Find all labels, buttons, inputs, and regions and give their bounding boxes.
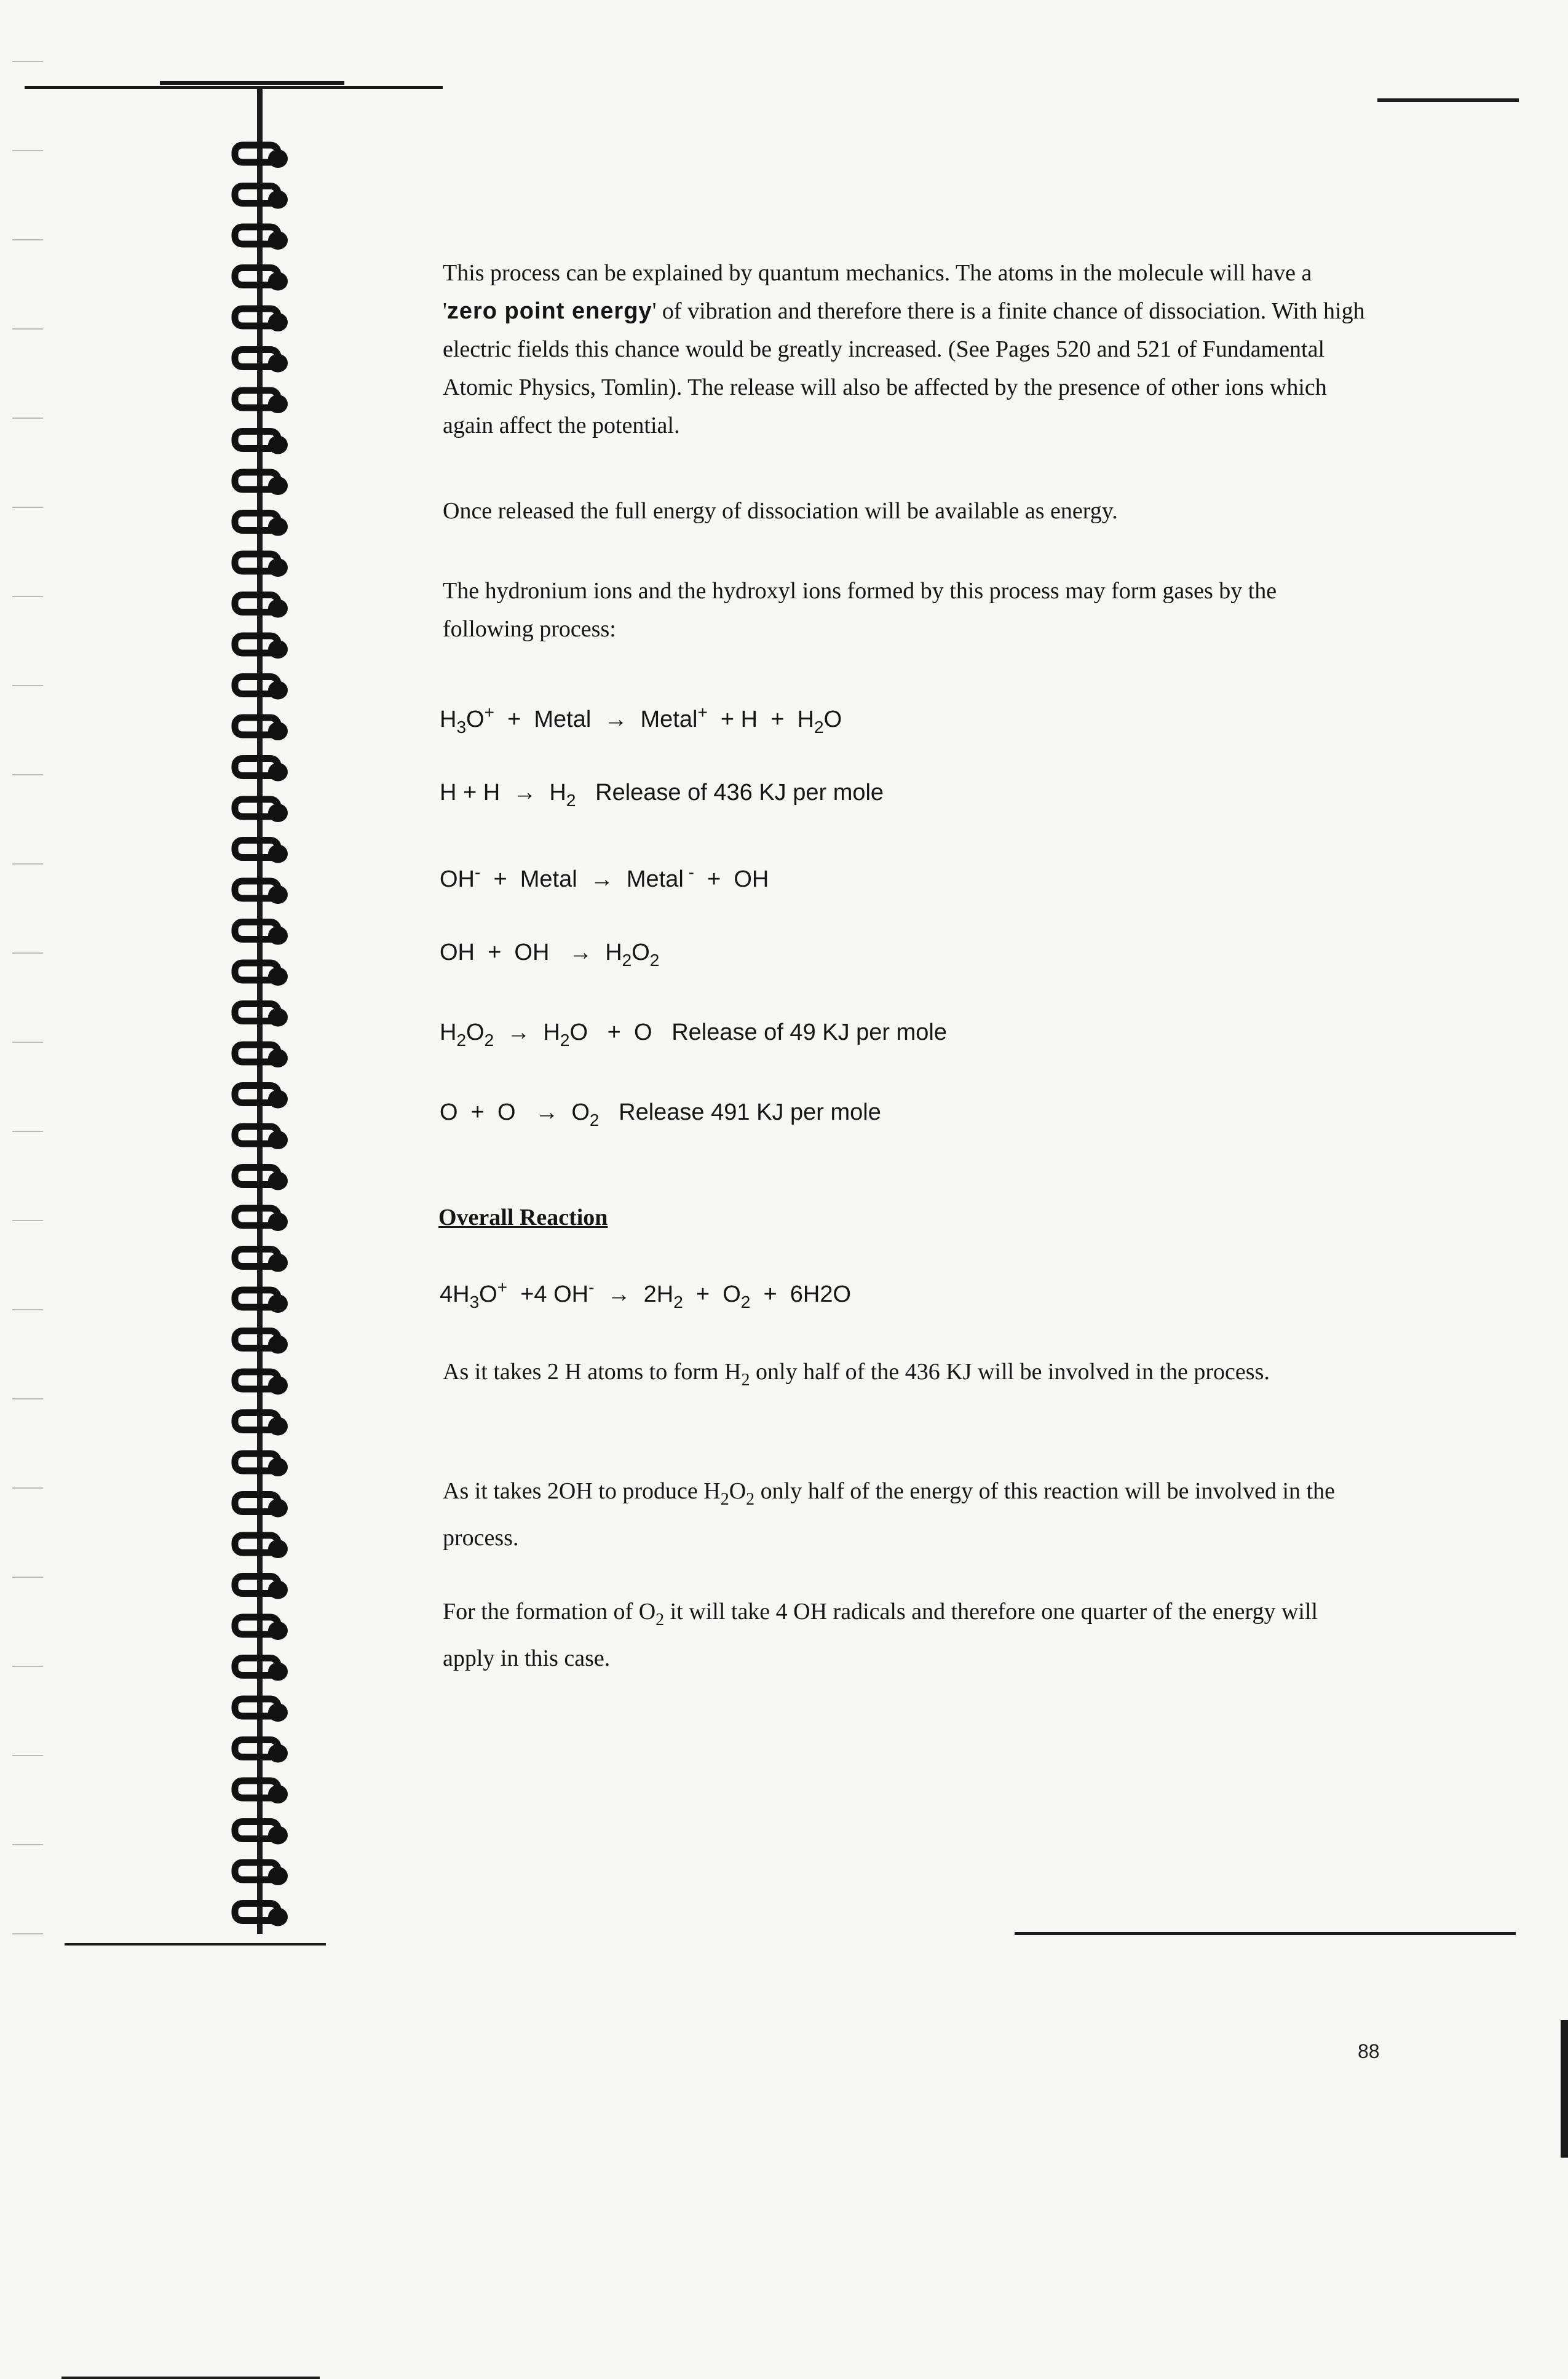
binding-coil xyxy=(235,1699,288,1722)
top-right-rule xyxy=(1377,98,1519,102)
binding-coil xyxy=(235,636,288,659)
equation-hydrogen-formation: $H + H \to H_2$ Release of 436 KJ per mole xyxy=(440,780,884,810)
equation-peroxide-decomposition: $H_2O_2 \to H_2O + O$ Release of 49 KJ per mole xyxy=(440,1019,948,1050)
binding-coil xyxy=(235,1781,288,1803)
note-oxygen-quarter: For the formation of $O_2$ it will take 4 OH radicals and therefore one quarter of the energy will apply in this case. xyxy=(443,1599,1318,1671)
binding-coil xyxy=(235,759,288,782)
binding-coil xyxy=(235,1413,288,1436)
paragraph-text: The hydronium ions and the hydroxyl ions formed by this process may form gases by the following process: xyxy=(443,578,1277,642)
binding-coil xyxy=(235,881,288,904)
emphasis-text: zero point energy xyxy=(446,298,652,324)
binding-coil xyxy=(235,1495,288,1518)
binding-coil xyxy=(235,350,288,373)
binding-coil xyxy=(235,1862,288,1885)
bottom-right-rule xyxy=(1015,1932,1516,1935)
binding-coil xyxy=(235,432,288,454)
binding-coil xyxy=(235,1372,288,1395)
paragraph-quantum-explanation xyxy=(443,254,1365,445)
equation-overall-reaction: $4H_3O^+ +4$ $OH^- \to 2H_2 + O_2 + 6H2O$ xyxy=(440,1278,852,1312)
bottom-left-rule xyxy=(61,2377,320,2379)
binding-coil xyxy=(235,1290,288,1313)
binding-coil xyxy=(235,963,288,986)
binding-coil xyxy=(235,1249,288,1272)
binding-coil xyxy=(235,390,288,413)
overall-reaction-heading: Overall Reaction xyxy=(438,1205,608,1230)
binding-coil xyxy=(235,1822,288,1845)
binding-coil xyxy=(235,922,288,945)
binding-coil xyxy=(235,595,288,618)
binding-coil xyxy=(235,1045,288,1067)
equation-hydronium-metal: $H_3O^+$ + Metal → Metal+ + $H + H_2O$ xyxy=(440,703,842,737)
equation-oxygen-formation: $O + O \to O_2$ Release 491 KJ per mole xyxy=(440,1099,881,1130)
equation-peroxide-formation: OH + OH → $H_2O_2$ xyxy=(440,940,660,970)
binding-coil xyxy=(235,1617,288,1640)
paragraph-gas-formation xyxy=(443,572,1365,648)
binding-coil xyxy=(235,718,288,740)
note-hydrogen-half: As it takes 2 H atoms to form $H_2$ only half of the 436 KJ will be involved in the process. xyxy=(443,1359,1270,1390)
binding-coil xyxy=(235,799,288,822)
page-number: 88 xyxy=(1358,2040,1380,2062)
binding-coil xyxy=(235,677,288,700)
binding-coil xyxy=(235,1168,288,1190)
right-edge-mark xyxy=(1561,2020,1568,2158)
paragraph-text: This process can be explained by quantum mechanics. The atoms in the molecule will have a ' xyxy=(443,260,1312,324)
binding-coil xyxy=(235,1086,288,1109)
spiral-binding xyxy=(0,0,320,1968)
binding-coil xyxy=(235,554,288,577)
binding-coil xyxy=(235,1126,288,1149)
binding-coil xyxy=(235,227,288,250)
paragraph-energy-release xyxy=(443,492,1365,530)
binding-coil xyxy=(235,186,288,209)
binding-coil xyxy=(235,1454,288,1476)
binding-coil xyxy=(235,841,288,863)
binding-coil xyxy=(235,1904,288,1926)
binding-coil xyxy=(235,1740,288,1763)
binding-coil xyxy=(235,1577,288,1599)
paragraph-text: ' of vibration and therefore there is a finite chance of dissociation. With high electric fields this chance would be greatly increased. (See Pages 520 and 521 of Fundamental Atomic Physics, Tomlin). The release will also be affected by the presence of other ions which again affect the potential. xyxy=(443,298,1365,438)
binding-coil xyxy=(235,1658,288,1681)
binding-coil xyxy=(235,472,288,495)
paragraph-text: Once released the full energy of dissociation will be available as energy. xyxy=(443,498,1118,524)
note-peroxide-half: As it takes 2OH to produce $H_2O_2$ only half of the energy of this reaction will be involved in the process. xyxy=(443,1478,1335,1551)
binding-coil xyxy=(235,513,288,536)
binding-coil xyxy=(235,1208,288,1231)
binding-coil xyxy=(235,309,288,331)
binding-coil xyxy=(235,1331,288,1354)
equation-hydroxyl-metal: OH- + Metal → Metal - + OH xyxy=(440,863,769,892)
binding-coil xyxy=(235,145,288,168)
binding-coil xyxy=(235,1535,288,1558)
binding-coil xyxy=(235,268,288,291)
binding-coil xyxy=(235,1004,288,1027)
